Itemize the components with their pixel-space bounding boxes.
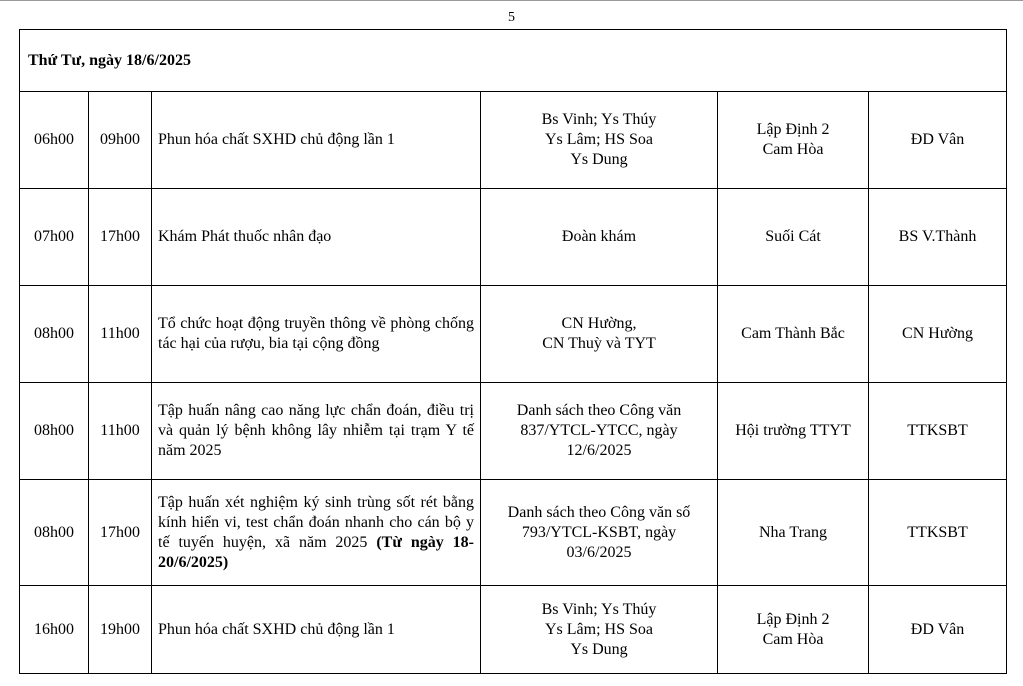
- responsible: TTKSBT: [869, 383, 1007, 480]
- participants: CN Hường, CN Thuỳ và TYT: [481, 286, 718, 383]
- location: Nha Trang: [718, 480, 869, 586]
- participants: Danh sách theo Công văn số 793/YTCL-KSBT, ngày 03/6/2025: [481, 480, 718, 586]
- table-row: [20, 286, 1007, 383]
- table-row: [20, 480, 1007, 586]
- start-time: 08h00: [20, 286, 89, 383]
- table-row: [20, 586, 1007, 674]
- day-header: Thứ Tư, ngày 18/6/2025: [20, 30, 1007, 92]
- activity-content: Khám Phát thuốc nhân đạo: [152, 189, 481, 286]
- activity-content: Tập huấn nâng cao năng lực chẩn đoán, điều trị và quản lý bệnh không lây nhiễm tại trạm Y tế năm 2025: [152, 383, 481, 480]
- end-time: 17h00: [89, 480, 152, 586]
- location: Lập Định 2 Cam Hòa: [718, 586, 869, 674]
- page-top-rule: [0, 0, 1023, 1]
- responsible: BS V.Thành: [869, 189, 1007, 286]
- end-time: 09h00: [89, 92, 152, 189]
- end-time: 11h00: [89, 286, 152, 383]
- responsible: ĐD Vân: [869, 586, 1007, 674]
- location: Hội trường TTYT: [718, 383, 869, 480]
- activity-content: Tổ chức hoạt động truyền thông về phòng chống tác hại của rượu, bia tại cộng đồng: [152, 286, 481, 383]
- participants: Đoàn khám: [481, 189, 718, 286]
- start-time: 06h00: [20, 92, 89, 189]
- responsible: ĐD Vân: [869, 92, 1007, 189]
- location: Lập Định 2 Cam Hòa: [718, 92, 869, 189]
- responsible: TTKSBT: [869, 480, 1007, 586]
- activity-content: Tập huấn xét nghiệm ký sinh trùng sốt rét bằng kính hiển vi, test chẩn đoán nhanh cho cán bộ y tế tuyến huyện, xã năm 2025 (Từ ngày 18-20/6/2025): [152, 480, 481, 586]
- start-time: 08h00: [20, 480, 89, 586]
- day-header-row: [20, 30, 1007, 92]
- end-time: 19h00: [89, 586, 152, 674]
- table-row: [20, 92, 1007, 189]
- participants: Bs Vinh; Ys Thúy Ys Lâm; HS Soa Ys Dung: [481, 92, 718, 189]
- table-row: [20, 383, 1007, 480]
- end-time: 17h00: [89, 189, 152, 286]
- location: Suối Cát: [718, 189, 869, 286]
- table-row: [20, 189, 1007, 286]
- start-time: 08h00: [20, 383, 89, 480]
- start-time: 16h00: [20, 586, 89, 674]
- responsible: CN Hường: [869, 286, 1007, 383]
- page-number: 5: [508, 10, 515, 25]
- activity-content: Phun hóa chất SXHD chủ động lần 1: [152, 92, 481, 189]
- participants: Danh sách theo Công văn 837/YTCL-YTCC, ngày 12/6/2025: [481, 383, 718, 480]
- end-time: 11h00: [89, 383, 152, 480]
- activity-content: Phun hóa chất SXHD chủ động lần 1: [152, 586, 481, 674]
- participants: Bs Vinh; Ys Thúy Ys Lâm; HS Soa Ys Dung: [481, 586, 718, 674]
- start-time: 07h00: [20, 189, 89, 286]
- location: Cam Thành Bắc: [718, 286, 869, 383]
- schedule-table: [19, 29, 1007, 674]
